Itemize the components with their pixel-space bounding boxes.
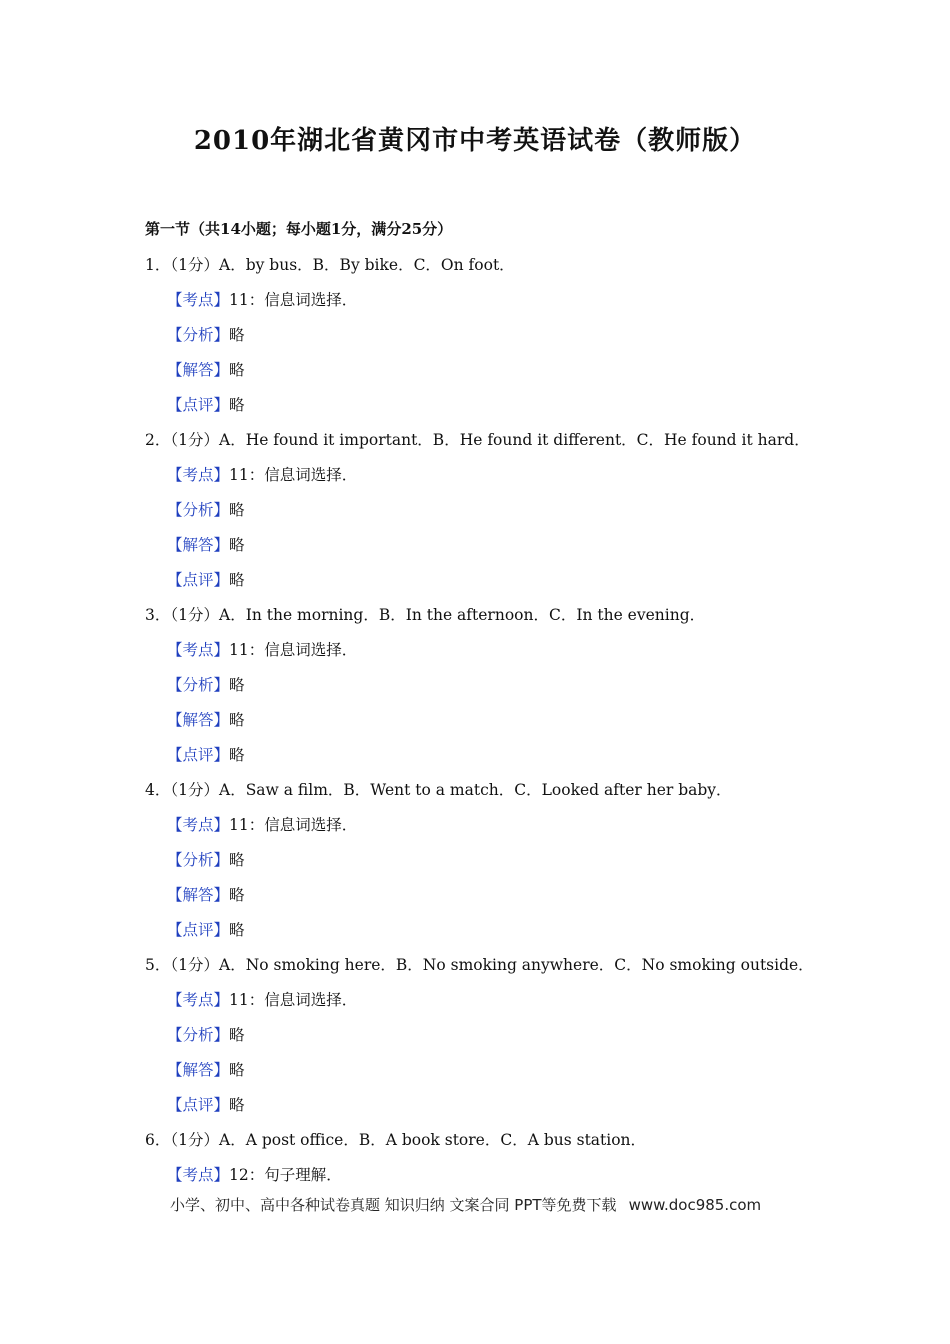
jieda-row [145,353,865,388]
fenxi-value: 略 [229,326,245,344]
dianping-row [145,388,865,423]
jieda-label: 【解答】 [167,886,230,904]
question-list [145,248,865,1193]
fenxi-value: 略 [229,501,245,519]
fenxi-row [145,493,865,528]
jieda-row [145,703,865,738]
jieda-value: 略 [229,536,245,554]
dianping-row [145,1088,865,1123]
fenxi-row [145,318,865,353]
fenxi-label: 【分析】 [167,1026,230,1044]
dianping-label: 【点评】 [167,746,230,764]
kaodian-label: 【考点】 [167,291,230,309]
dianping-label: 【点评】 [167,571,230,589]
jieda-value: 略 [229,886,245,904]
kaodian-value: 11：信息词选择． [229,466,358,484]
question-score: （1分） [170,606,219,624]
dianping-value: 略 [229,396,245,414]
dianping-value: 略 [229,1096,245,1114]
question-score: （1分） [170,431,219,449]
kaodian-row [145,458,865,493]
question-5 [145,948,865,983]
dianping-row [145,563,865,598]
dianping-value: 略 [229,746,245,764]
dianping-label: 【点评】 [167,396,230,414]
question-3 [145,598,865,633]
fenxi-row [145,1018,865,1053]
question-options: A．In the morning．B．In the afternoon．C．In the evening． [219,606,706,624]
kaodian-label: 【考点】 [167,816,230,834]
question-4 [145,773,865,808]
question-number: 2． [145,431,171,449]
section-heading: 第一节（共14小题；每小题1分，满分25分） [145,220,453,238]
jieda-label: 【解答】 [167,1061,230,1079]
footer-text: 小学、初中、高中各种试卷真题 知识归纳 文案合同 PPT等免费下载 [170,1196,617,1214]
jieda-value: 略 [229,711,245,729]
kaodian-value: 12：句子理解． [229,1166,342,1184]
fenxi-value: 略 [229,851,245,869]
dianping-value: 略 [229,571,245,589]
dianping-label: 【点评】 [167,921,230,939]
question-number: 6． [145,1131,171,1149]
dianping-row [145,913,865,948]
question-options: A．by bus．B．By bike．C．On foot． [219,256,515,274]
document-title: 2010年湖北省黄冈市中考英语试卷（教师版） [193,126,757,156]
question-2 [145,423,865,458]
question-score: （1分） [170,1131,219,1149]
kaodian-label: 【考点】 [167,641,230,659]
question-number: 3． [145,606,171,624]
question-number: 4． [145,781,171,799]
dianping-row [145,738,865,773]
question-options: A．A post office．B．A book store．C．A bus station． [219,1131,647,1149]
question-number: 5． [145,956,171,974]
dianping-value: 略 [229,921,245,939]
kaodian-label: 【考点】 [167,466,230,484]
jieda-label: 【解答】 [167,361,230,379]
jieda-row [145,1053,865,1088]
fenxi-label: 【分析】 [167,676,230,694]
kaodian-row [145,633,865,668]
fenxi-value: 略 [229,676,245,694]
jieda-value: 略 [229,1061,245,1079]
jieda-row [145,878,865,913]
fenxi-row [145,843,865,878]
kaodian-row [145,983,865,1018]
question-1 [145,248,865,283]
question-options: A．No smoking here．B．No smoking anywhere．C．No smoking outside． [219,956,814,974]
question-options: A．He found it important．B．He found it different．C．He found it hard． [219,431,810,449]
jieda-row [145,528,865,563]
dianping-label: 【点评】 [167,1096,230,1114]
kaodian-value: 11：信息词选择． [229,991,358,1009]
question-score: （1分） [170,256,219,274]
kaodian-value: 11：信息词选择． [229,641,358,659]
kaodian-row [145,808,865,843]
kaodian-row [145,1158,865,1193]
question-6 [145,1123,865,1158]
jieda-value: 略 [229,361,245,379]
jieda-label: 【解答】 [167,536,230,554]
kaodian-label: 【考点】 [167,991,230,1009]
page-footer [170,1194,761,1215]
footer-url: www.doc985.com [628,1196,762,1214]
kaodian-value: 11：信息词选择． [229,291,358,309]
question-score: （1分） [170,956,219,974]
fenxi-label: 【分析】 [167,851,230,869]
kaodian-row [145,283,865,318]
fenxi-value: 略 [229,1026,245,1044]
jieda-label: 【解答】 [167,711,230,729]
fenxi-label: 【分析】 [167,501,230,519]
kaodian-label: 【考点】 [167,1166,230,1184]
question-score: （1分） [170,781,219,799]
question-number: 1． [145,256,171,274]
kaodian-value: 11：信息词选择． [229,816,358,834]
fenxi-row [145,668,865,703]
question-options: A．Saw a film．B．Went to a match．C．Looked after her baby． [219,781,732,799]
fenxi-label: 【分析】 [167,326,230,344]
